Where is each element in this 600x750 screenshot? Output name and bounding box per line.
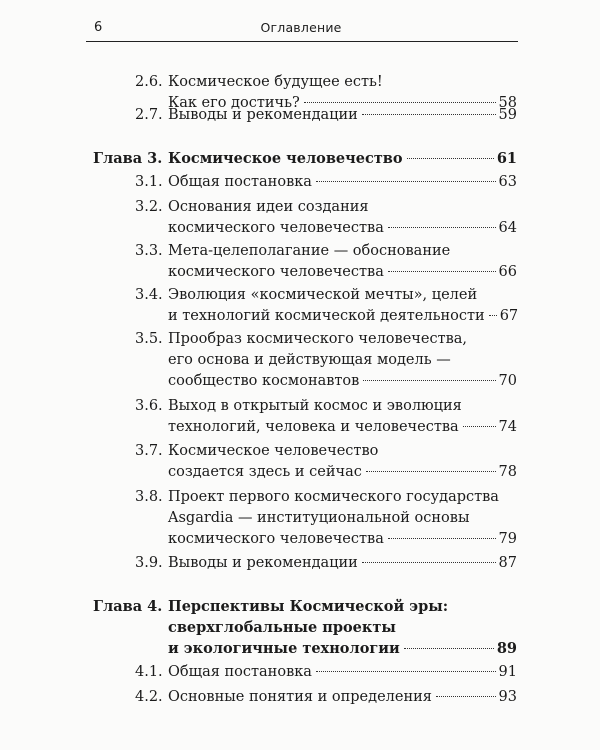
entry-title-line: создается здесь и сейчас xyxy=(168,464,362,480)
dot-leader xyxy=(388,271,496,272)
entry-title-line: Asgardia — институциональной основы xyxy=(168,510,470,526)
entry-title-line: Эволюция «космической мечты», целей xyxy=(168,287,478,303)
entry-page: 74 xyxy=(498,419,517,435)
entry-page: 59 xyxy=(498,107,517,123)
entry-title-line: Выход в открытый космос и эволюция xyxy=(168,398,462,414)
entry-number: 3.6. xyxy=(135,398,163,414)
entry-number: 4.1. xyxy=(135,664,163,680)
dot-leader xyxy=(304,102,496,103)
entry-title-line: Мета-целеполагание — обоснование xyxy=(168,243,451,259)
chapter-page: 61 xyxy=(496,150,517,167)
entry-number: 3.4. xyxy=(135,287,163,303)
entry-number: 2.7. xyxy=(135,107,163,123)
dot-leader xyxy=(436,696,496,697)
entry-title-line: Общая постановка xyxy=(168,174,312,190)
entry-title-line: Проект первого космического государства xyxy=(168,489,499,505)
entry-title-line: Общая постановка xyxy=(168,664,312,680)
entry-number: 3.1. xyxy=(135,174,163,190)
chapter-number: Глава 3. xyxy=(93,150,163,167)
entry-title-line: и технологий космической деятельности xyxy=(168,308,485,324)
entry-title-line: Основания идеи создания xyxy=(168,199,369,215)
entry-page: 63 xyxy=(498,174,517,190)
entry-number: 3.8. xyxy=(135,489,163,505)
entry-title-line: технологий, человека и человечества xyxy=(168,419,459,435)
entry-page: 67 xyxy=(499,308,519,324)
running-title: Оглавление xyxy=(260,20,342,35)
entry-title-line: Прообраз космического человечества, xyxy=(168,331,468,347)
entry-page: 78 xyxy=(498,464,517,480)
entry-page: 93 xyxy=(498,689,517,705)
dot-leader xyxy=(489,315,497,316)
page-number: 6 xyxy=(94,20,103,35)
entry-title-line: Основные понятия и определения xyxy=(168,689,432,705)
entry-title-line: космического человечества xyxy=(168,531,384,547)
dot-leader xyxy=(362,562,496,563)
dot-leader xyxy=(316,671,496,672)
dot-leader xyxy=(363,380,495,381)
entry-page: 87 xyxy=(498,555,517,571)
entry-title-line: Выводы и рекомендации xyxy=(168,107,358,123)
dot-leader xyxy=(404,648,494,649)
chapter-title-line: сверхглобальные проекты xyxy=(168,619,396,636)
entry-title-line: космического человечества xyxy=(168,220,384,236)
chapter-title-line: Перспективы Космической эры: xyxy=(168,598,449,615)
dot-leader xyxy=(388,538,496,539)
entry-title-line: Космическое будущее есть! xyxy=(168,74,383,90)
entry-title-line: сообщество космонавтов xyxy=(168,373,360,389)
entry-number: 3.7. xyxy=(135,443,163,459)
dot-leader xyxy=(362,114,496,115)
entry-number: 3.5. xyxy=(135,331,163,347)
dot-leader xyxy=(366,471,496,472)
entry-page: 66 xyxy=(498,264,517,280)
chapter-page: 89 xyxy=(496,640,517,657)
entry-title-line: космического человечества xyxy=(168,264,384,280)
entry-number: 3.3. xyxy=(135,243,163,259)
dot-leader xyxy=(407,158,494,159)
entry-title-line: Как его достичь? xyxy=(168,95,300,111)
dot-leader xyxy=(463,426,496,427)
entry-page: 91 xyxy=(498,664,517,680)
entry-page: 64 xyxy=(498,220,517,236)
entry-number: 4.2. xyxy=(135,689,163,705)
chapter-title-line: и экологичные технологии xyxy=(168,640,400,657)
entry-title-line: Космическое человечество xyxy=(168,443,379,459)
entry-page: 79 xyxy=(498,531,517,547)
chapter-title-line: Космическое человечество xyxy=(168,150,403,167)
entry-page: 58 xyxy=(498,95,517,111)
chapter-number: Глава 4. xyxy=(93,598,163,615)
entry-title-line: Выводы и рекомендации xyxy=(168,555,358,571)
entry-number: 2.6. xyxy=(135,74,163,90)
entry-page: 70 xyxy=(498,373,517,389)
entry-number: 3.2. xyxy=(135,199,163,215)
dot-leader xyxy=(316,181,496,182)
entry-title-line: его основа и действующая модель — xyxy=(168,352,451,368)
entry-number: 3.9. xyxy=(135,555,163,571)
dot-leader xyxy=(388,227,496,228)
